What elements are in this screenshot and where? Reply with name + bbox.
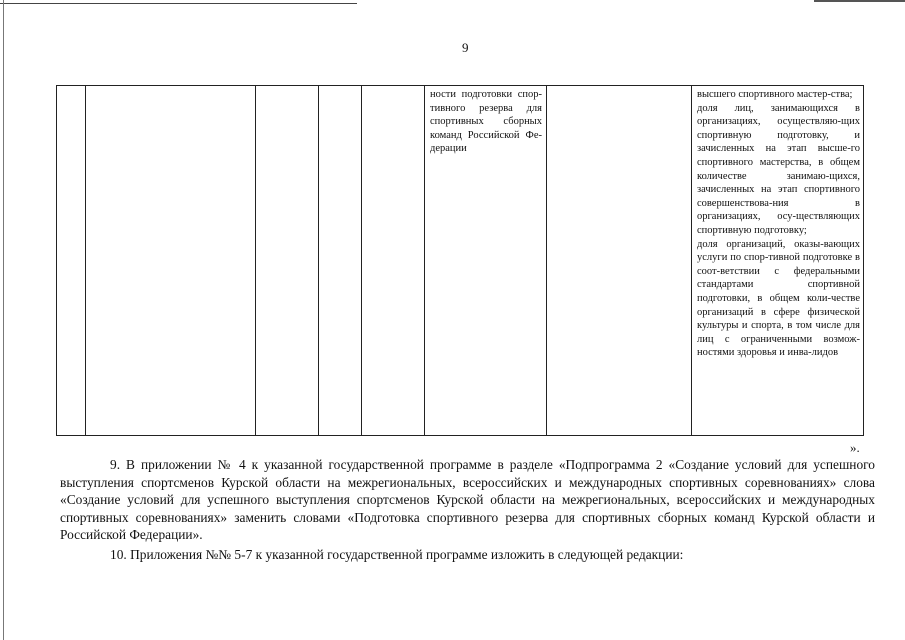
program-indicators-table	[56, 85, 864, 436]
table-cell-col1	[57, 86, 86, 436]
closing-quote: ».	[850, 440, 860, 455]
table-cell-indicators	[692, 86, 864, 436]
table-cell-col7	[547, 86, 692, 436]
scan-border-line-top-right	[814, 0, 905, 2]
table-cell-col5	[362, 86, 425, 436]
table-cell-col4	[319, 86, 362, 436]
table-cell-col2	[86, 86, 256, 436]
scan-border-line-left	[3, 0, 4, 640]
table-cell-col3	[256, 86, 319, 436]
paragraph-10: 10. Приложения №№ 5-7 к указанной государственной программе изложить в следующей редакции:	[110, 547, 684, 562]
scan-border-line-top	[0, 3, 357, 4]
indicators-cell-text: высшего спортивного мастер-ства; доля лиц, занимающихся в организациях, осуществляю-щих спортивную подготовку, и зачисленных на этап высше-го спортивного мастерства, в общем количестве занимаю-щихся, зачисленных на этап спортивного совершенствова-ния в организациях, осу-ществляющих спортивную подготовку; доля организаций, оказы-вающих услуги по спор-тивной подготовке в соот-ветствии с федеральными стандартами спортивной подготовки, в общем коли-честве организаций в сфере физической культуры и спорта, в том числе для лиц с ограниченными возмож-ностями здоровья и инва-лидов	[697, 89, 860, 359]
table-cell-goal	[425, 86, 547, 436]
page-number: 9	[462, 40, 469, 55]
goal-cell-text: ности подготовки спор-тивного резерва для спортивных сборных команд Российской Фе-дерации	[430, 89, 542, 155]
table-row	[57, 86, 864, 436]
paragraph-9: 9. В приложении № 4 к указанной государственной программе в разделе «Подпрограмма 2 «Создание условий для успешного выступления спортсменов Курской области на межрегиональных, всероссийских и международных спортивных соревнованиях» слова «Создание условий для успешного выступления спортсменов Курской области на межрегиональных, всероссийских и международных спортивных соревнованиях» заменить словами «Подготовка спортивного резерва для спортивных сборных команд Курской области и Российской Федерации».	[60, 457, 875, 543]
